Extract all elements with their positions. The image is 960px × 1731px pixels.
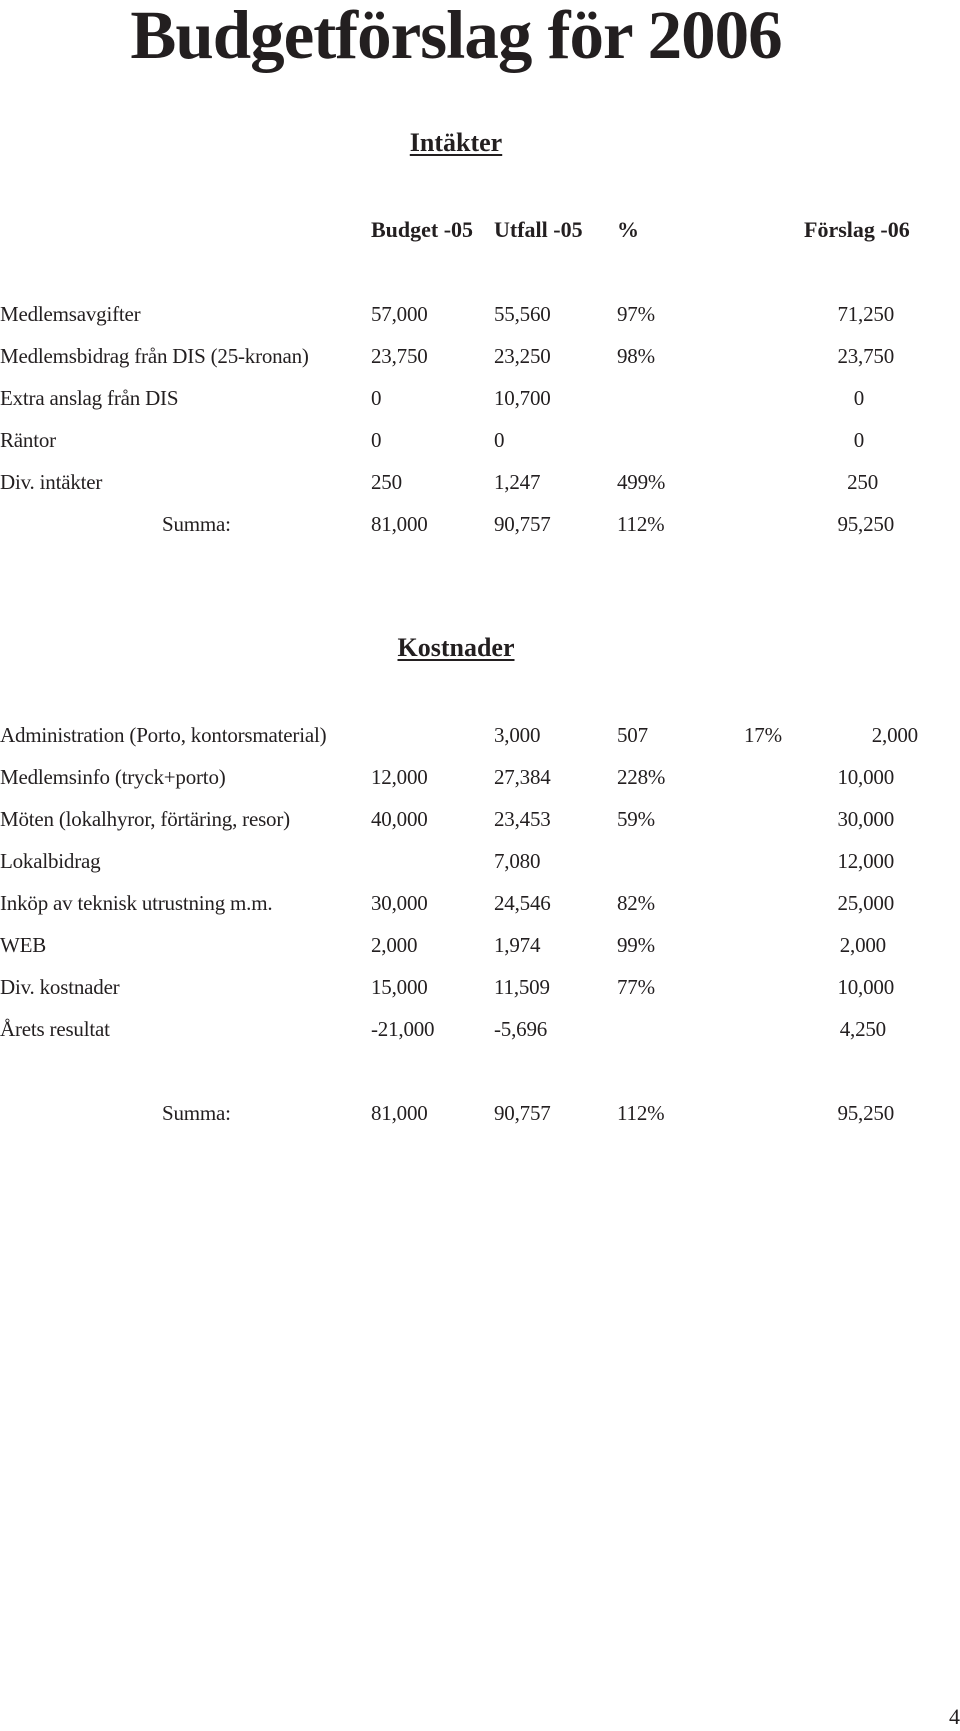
row-outcome: -5,696 bbox=[494, 1017, 548, 1041]
header-outcome: Utfall -05 bbox=[494, 217, 583, 242]
total-percent: 112% bbox=[617, 1101, 665, 1125]
row-label: Medlemsavgifter bbox=[0, 302, 141, 326]
row-proposal: 71,250 bbox=[837, 302, 894, 326]
row-budget: 2,000 bbox=[371, 933, 418, 957]
row-outcome: 23,250 bbox=[494, 344, 551, 368]
row-proposal: 25,000 bbox=[837, 891, 894, 915]
total-proposal: 95,250 bbox=[837, 1101, 894, 1125]
row-outcome: 11,509 bbox=[494, 975, 550, 999]
row-label: Räntor bbox=[0, 428, 56, 452]
row-label: Extra anslag från DIS bbox=[0, 386, 179, 410]
row-budget: 40,000 bbox=[371, 807, 428, 831]
row-outcome: 10,700 bbox=[494, 386, 551, 410]
row-label: Medlemsinfo (tryck+porto) bbox=[0, 765, 226, 789]
row-proposal: 10,000 bbox=[837, 765, 894, 789]
page-number: 4 bbox=[949, 1704, 960, 1729]
row-proposal: 250 bbox=[847, 470, 878, 494]
row-proposal: 2,000 bbox=[871, 723, 918, 747]
row-budget: 0 bbox=[371, 386, 382, 410]
row-outcome: 24,546 bbox=[494, 891, 551, 915]
header-percent: % bbox=[617, 217, 639, 242]
row-outcome: 55,560 bbox=[494, 302, 551, 326]
row-label: Div. kostnader bbox=[0, 975, 120, 999]
row-budget: 23,750 bbox=[371, 344, 428, 368]
total-label: Summa: bbox=[162, 512, 231, 536]
total-percent: 112% bbox=[617, 512, 665, 536]
row-label: Administration (Porto, kontorsmaterial) bbox=[0, 723, 327, 747]
costs-heading: Kostnader bbox=[397, 633, 515, 662]
row-percent: 97% bbox=[617, 302, 655, 326]
row-outcome: 0 bbox=[494, 428, 505, 452]
header-proposal: Förslag -06 bbox=[804, 217, 910, 242]
row-budget: -21,000 bbox=[371, 1017, 435, 1041]
row-percent: 499% bbox=[617, 470, 666, 494]
income-heading: Intäkter bbox=[409, 128, 503, 157]
total-proposal: 95,250 bbox=[837, 512, 894, 536]
row-budget: 12,000 bbox=[371, 765, 428, 789]
row-label: Div. intäkter bbox=[0, 470, 103, 494]
header-budget: Budget -05 bbox=[371, 217, 474, 242]
row-outcome: 507 bbox=[617, 723, 648, 747]
row-label: Lokalbidrag bbox=[0, 849, 101, 873]
row-percent: 82% bbox=[617, 891, 655, 915]
row-percent: 17% bbox=[744, 723, 782, 747]
row-percent: 77% bbox=[617, 975, 655, 999]
row-proposal: 0 bbox=[853, 428, 864, 452]
row-label: Medlemsbidrag från DIS (25-kronan) bbox=[0, 344, 309, 368]
row-budget: 30,000 bbox=[371, 891, 428, 915]
row-outcome: 23,453 bbox=[494, 807, 551, 831]
row-outcome: 27,384 bbox=[494, 765, 551, 789]
row-proposal: 10,000 bbox=[837, 975, 894, 999]
row-percent: 98% bbox=[617, 344, 655, 368]
row-proposal: 23,750 bbox=[837, 344, 894, 368]
row-percent: 59% bbox=[617, 807, 655, 831]
row-proposal: 0 bbox=[853, 386, 864, 410]
row-outcome: 1,974 bbox=[494, 933, 541, 957]
row-percent: 99% bbox=[617, 933, 655, 957]
row-label: Inköp av teknisk utrustning m.m. bbox=[0, 891, 273, 915]
total-budget: 81,000 bbox=[371, 512, 428, 536]
row-budget: 57,000 bbox=[371, 302, 428, 326]
row-label: WEB bbox=[0, 933, 47, 957]
row-label: Årets resultat bbox=[0, 1017, 110, 1041]
row-proposal: 30,000 bbox=[837, 807, 894, 831]
row-budget: 3,000 bbox=[494, 723, 541, 747]
row-proposal: 4,250 bbox=[839, 1017, 886, 1041]
row-outcome: 7,080 bbox=[494, 849, 541, 873]
row-budget: 250 bbox=[371, 470, 402, 494]
total-outcome: 90,757 bbox=[494, 1101, 551, 1125]
row-outcome: 1,247 bbox=[494, 470, 541, 494]
row-label: Möten (lokalhyror, förtäring, resor) bbox=[0, 807, 290, 831]
total-label: Summa: bbox=[162, 1101, 231, 1125]
page-title: Budgetförslag för 2006 bbox=[130, 0, 782, 73]
row-percent: 228% bbox=[617, 765, 666, 789]
total-outcome: 90,757 bbox=[494, 512, 551, 536]
row-budget: 15,000 bbox=[371, 975, 428, 999]
total-budget: 81,000 bbox=[371, 1101, 428, 1125]
row-budget: 0 bbox=[371, 428, 382, 452]
row-proposal: 12,000 bbox=[837, 849, 894, 873]
row-proposal: 2,000 bbox=[839, 933, 886, 957]
